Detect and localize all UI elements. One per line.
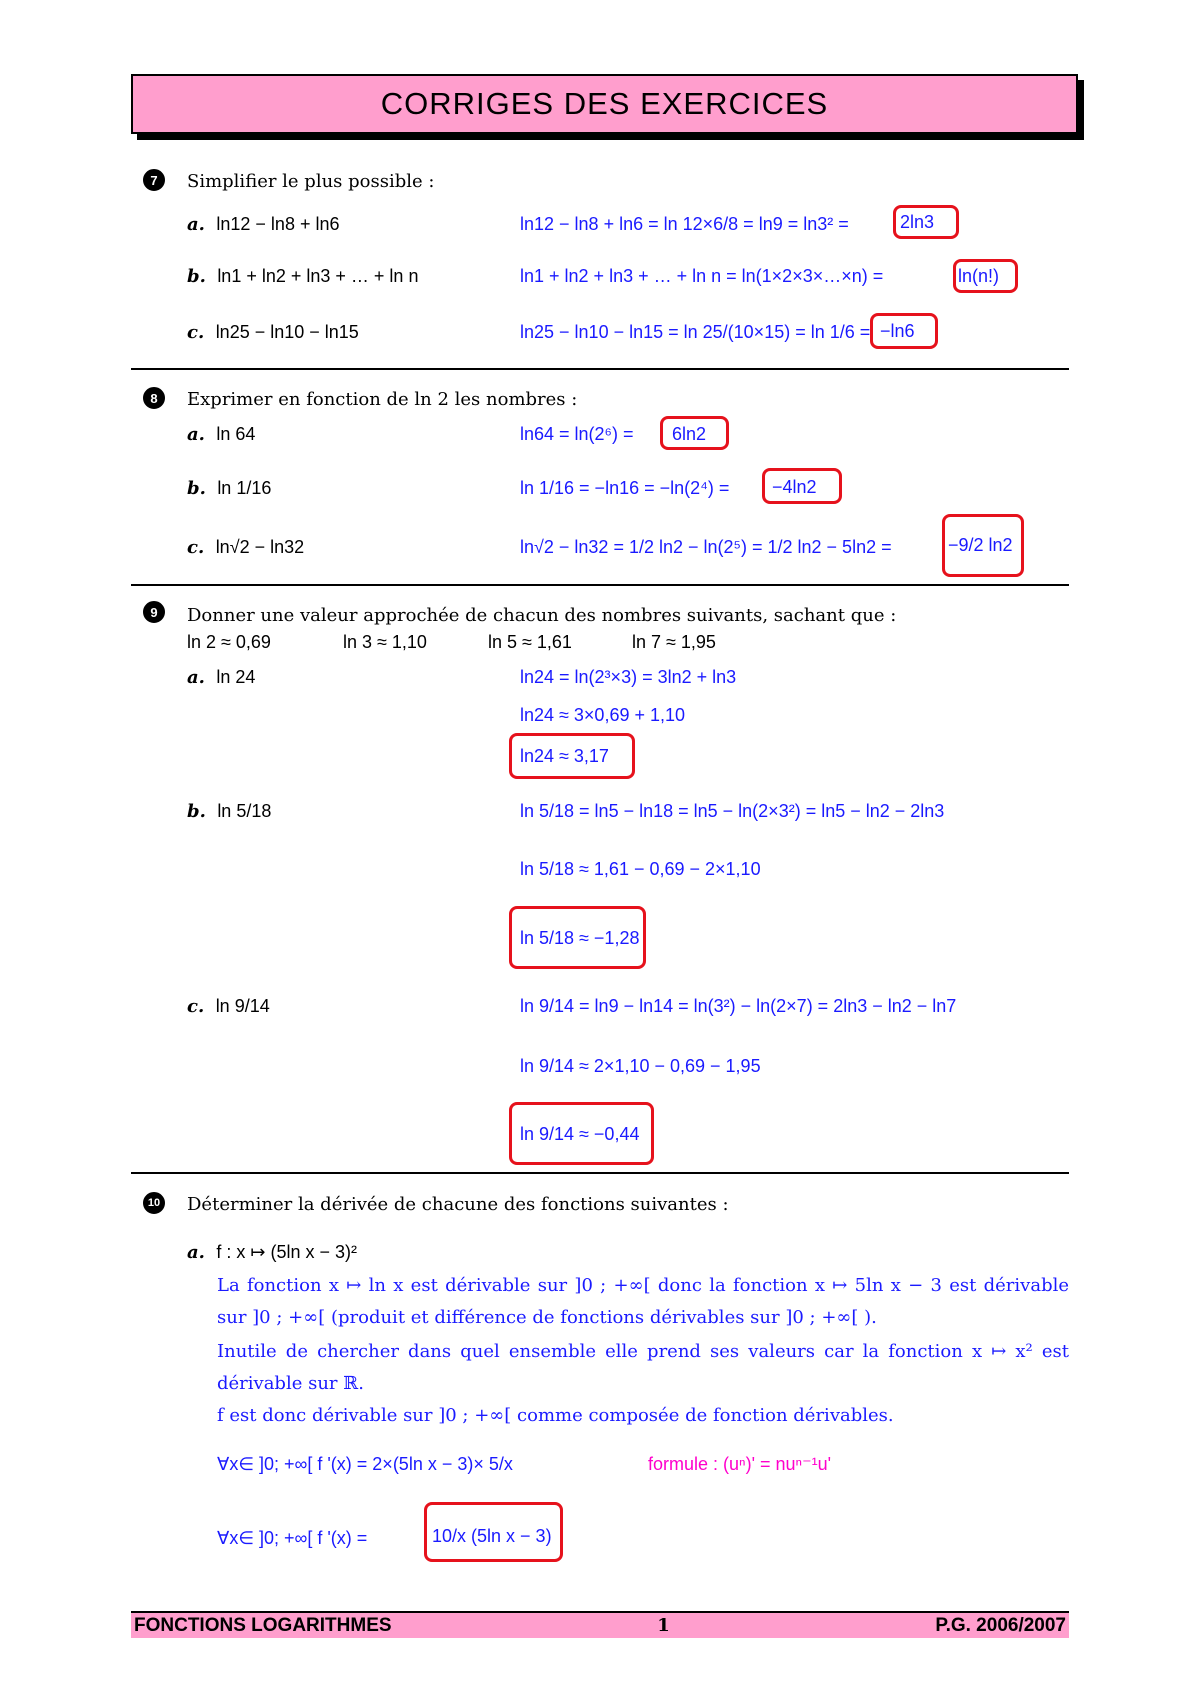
ex7-a-question: a. ln12 − ln8 + ln6 xyxy=(187,214,340,235)
ex7-b-boxed: ln(n!) xyxy=(958,266,1000,286)
ex9-b-question: b. ln 5/18 xyxy=(187,801,272,822)
ex7-a-answer: ln12 − ln8 + ln6 = ln 12×6/8 = ln9 = ln3² = xyxy=(520,214,849,234)
given-value-ln2: ln 2 ≈ 0,69 xyxy=(187,632,271,652)
given-value-ln7: ln 7 ≈ 1,95 xyxy=(632,632,716,652)
ex10-explanation-3: f est donc dérivable sur ]0 ; +∞[ comme composée de fonction dérivables. xyxy=(217,1405,894,1426)
ex8-c-question: c. ln√2 − ln32 xyxy=(187,537,305,558)
ex10-derivative-result-lhs: ∀x∈ ]0; +∞[ f '(x) = xyxy=(217,1528,368,1548)
exercise-9-number: 9 xyxy=(143,601,165,623)
exercise-7-number: 7 xyxy=(143,169,165,191)
page-number: 1 xyxy=(657,1615,670,1636)
ex9-b-boxed: ln 5/18 ≈ −1,28 xyxy=(520,928,640,948)
ex10-explanation-1: La fonction x ↦ ln x est dérivable sur ]0 ; +∞[ donc la fonction x ↦ 5ln x − 3 est dérivable sur ]0 ; +∞[ (produit et différence de fonctions dérivables sur ]0 ; +∞[ ). xyxy=(217,1275,1069,1328)
ex9-c-boxed: ln 9/14 ≈ −0,44 xyxy=(520,1124,640,1144)
ex7-c-boxed: −ln6 xyxy=(880,321,915,341)
ex7-b-question: b. ln1 + ln2 + ln3 + … + ln n xyxy=(187,266,419,287)
ex7-b-answer: ln1 + ln2 + ln3 + … + ln n = ln(1×2×3×…×n) = xyxy=(520,266,884,286)
exercise-9-statement: Donner une valeur approchée de chacun des nombres suivants, sachant que : xyxy=(187,605,897,626)
exercise-10-number: 10 xyxy=(143,1192,165,1214)
ex9-a-boxed: ln24 ≈ 3,17 xyxy=(520,746,609,766)
ex10-derivative-step: ∀x∈ ]0; +∞[ f '(x) = 2×(5ln x − 3)× 5/x xyxy=(217,1454,513,1474)
ex10-boxed: 10/x (5ln x − 3) xyxy=(432,1526,552,1546)
footer-chapter: FONCTIONS LOGARITHMES xyxy=(134,1614,392,1636)
ex9-c-question: c. ln 9/14 xyxy=(187,996,270,1017)
ex8-a-answer: ln64 = ln(2⁶) = xyxy=(520,424,634,444)
page-title-banner xyxy=(131,74,1078,134)
ex7-a-boxed: 2ln3 xyxy=(900,212,935,232)
ex10-explanation-2: Inutile de chercher dans quel ensemble elle prend ses valeurs car la fonction x ↦ x² est dérivable sur ℝ. xyxy=(217,1341,1069,1394)
section-divider xyxy=(131,368,1069,370)
ex9-c-line1: ln 9/14 = ln9 − ln14 = ln(3²) − ln(2×7) = 2ln3 − ln2 − ln7 xyxy=(520,996,957,1016)
ex8-b-answer: ln 1/16 = −ln16 = −ln(2⁴) = xyxy=(520,478,730,498)
ex8-a-boxed: 6ln2 xyxy=(672,424,707,444)
ex8-c-boxed: −9/2 ln2 xyxy=(948,535,1013,555)
footer-author-year: P.G. 2006/2007 xyxy=(935,1614,1066,1636)
given-value-ln5: ln 5 ≈ 1,61 xyxy=(488,632,572,652)
ex10-a-question: a. f : x ↦ (5ln x − 3)² xyxy=(187,1242,358,1263)
given-value-ln3: ln 3 ≈ 1,10 xyxy=(343,632,427,652)
section-divider xyxy=(131,584,1069,586)
exercise-10-statement: Déterminer la dérivée de chacune des fonctions suivantes : xyxy=(187,1194,729,1215)
ex10-formula: formule : (uⁿ)' = nuⁿ⁻¹u' xyxy=(648,1454,832,1474)
section-divider xyxy=(131,1172,1069,1174)
ex9-c-line2: ln 9/14 ≈ 2×1,10 − 0,69 − 1,95 xyxy=(520,1056,761,1076)
ex8-b-boxed: −4ln2 xyxy=(772,477,817,497)
ex9-a-line1: ln24 = ln(2³×3) = 3ln2 + ln3 xyxy=(520,667,737,687)
ex7-c-question: c. ln25 − ln10 − ln15 xyxy=(187,322,359,343)
exercise-8-number: 8 xyxy=(143,387,165,409)
ex8-b-question: b. ln 1/16 xyxy=(187,478,272,499)
ex9-b-line2: ln 5/18 ≈ 1,61 − 0,69 − 2×1,10 xyxy=(520,859,761,879)
page-title: CORRIGES DES EXERCICES xyxy=(380,86,829,121)
ex7-c-answer: ln25 − ln10 − ln15 = ln 25/(10×15) = ln 1/6 = xyxy=(520,322,871,342)
exercise-7-statement: Simplifier le plus possible : xyxy=(187,171,435,192)
ex8-c-answer: ln√2 − ln32 = 1/2 ln2 − ln(2⁵) = 1/2 ln2 − 5ln2 = xyxy=(520,537,892,557)
exercise-8-statement: Exprimer en fonction de ln 2 les nombres : xyxy=(187,389,578,410)
ex9-a-line2: ln24 ≈ 3×0,69 + 1,10 xyxy=(520,705,686,725)
page-footer xyxy=(131,1611,1069,1638)
ex9-a-question: a. ln 24 xyxy=(187,667,256,688)
ex8-a-question: a. ln 64 xyxy=(187,424,256,445)
ex9-b-line1: ln 5/18 = ln5 − ln18 = ln5 − ln(2×3²) = ln5 − ln2 − 2ln3 xyxy=(520,801,945,821)
